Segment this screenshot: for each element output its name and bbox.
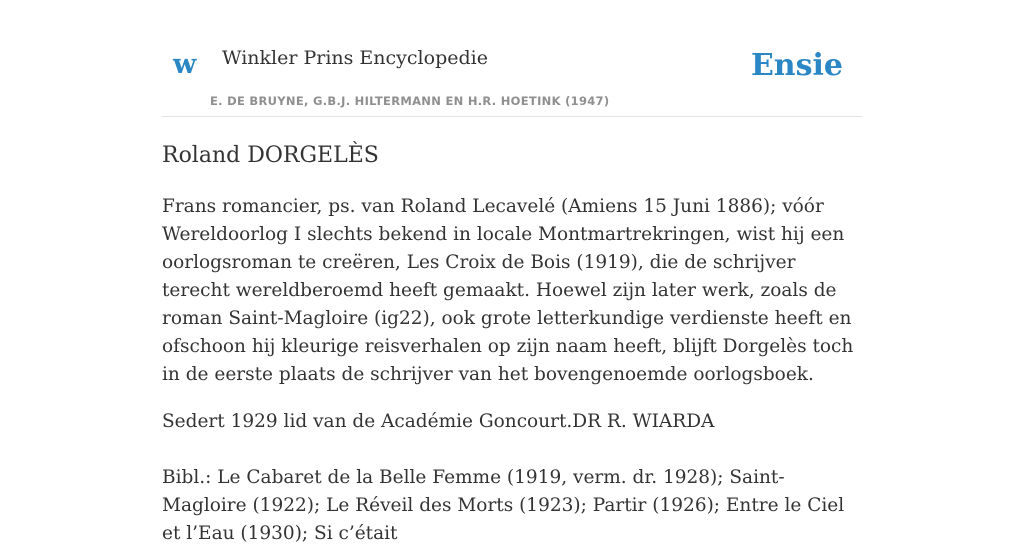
article-paragraph: Sedert 1929 lid van de Académie Goncourt.DR R. WIARDA: [162, 411, 715, 432]
ensie-logo-link[interactable]: Ensie: [750, 48, 843, 83]
article-paragraph: Frans romancier, ps. van Roland Lecavelé (Amiens 15 Juni 1886); vóór Wereldoorlog I slechts bekend in locale Montmartrekringen, wist hij een oorlogsroman te creëren, Les Croix de Bois (1919), die de schrijver terecht wereldberoemd heeft gemaakt. Hoewel zijn later werk, zoals de roman Saint-Magloire (ig22), ook grote letterkundige verdienste heeft en ofschoon hij kleurige reisverhalen op zijn naam heeft, blijft Dorgelès toch in de eerste plaats de schrijver van het bovengenoemde oorlogsboek.: [162, 196, 854, 385]
source-title-link[interactable]: Winkler Prins Encyclopedie: [222, 47, 488, 69]
bibliography-paragraph: Bibl.: Le Cabaret de la Belle Femme (1919, verm. dr. 1928); Saint-Magloire (1922); Le Réveil des Morts (1923); Partir (1926); Entre le Ciel et l’Eau (1930); Si c’était: [162, 467, 845, 544]
article-title: Roland DORGELÈS: [162, 143, 379, 168]
page: [162, 0, 862, 548]
source-authors: E. DE BRUYNE, G.B.J. HILTERMANN EN H.R. HOETINK (1947): [210, 94, 610, 108]
winkler-prins-logo-icon[interactable]: w: [173, 49, 197, 80]
site-header: [162, 0, 862, 117]
